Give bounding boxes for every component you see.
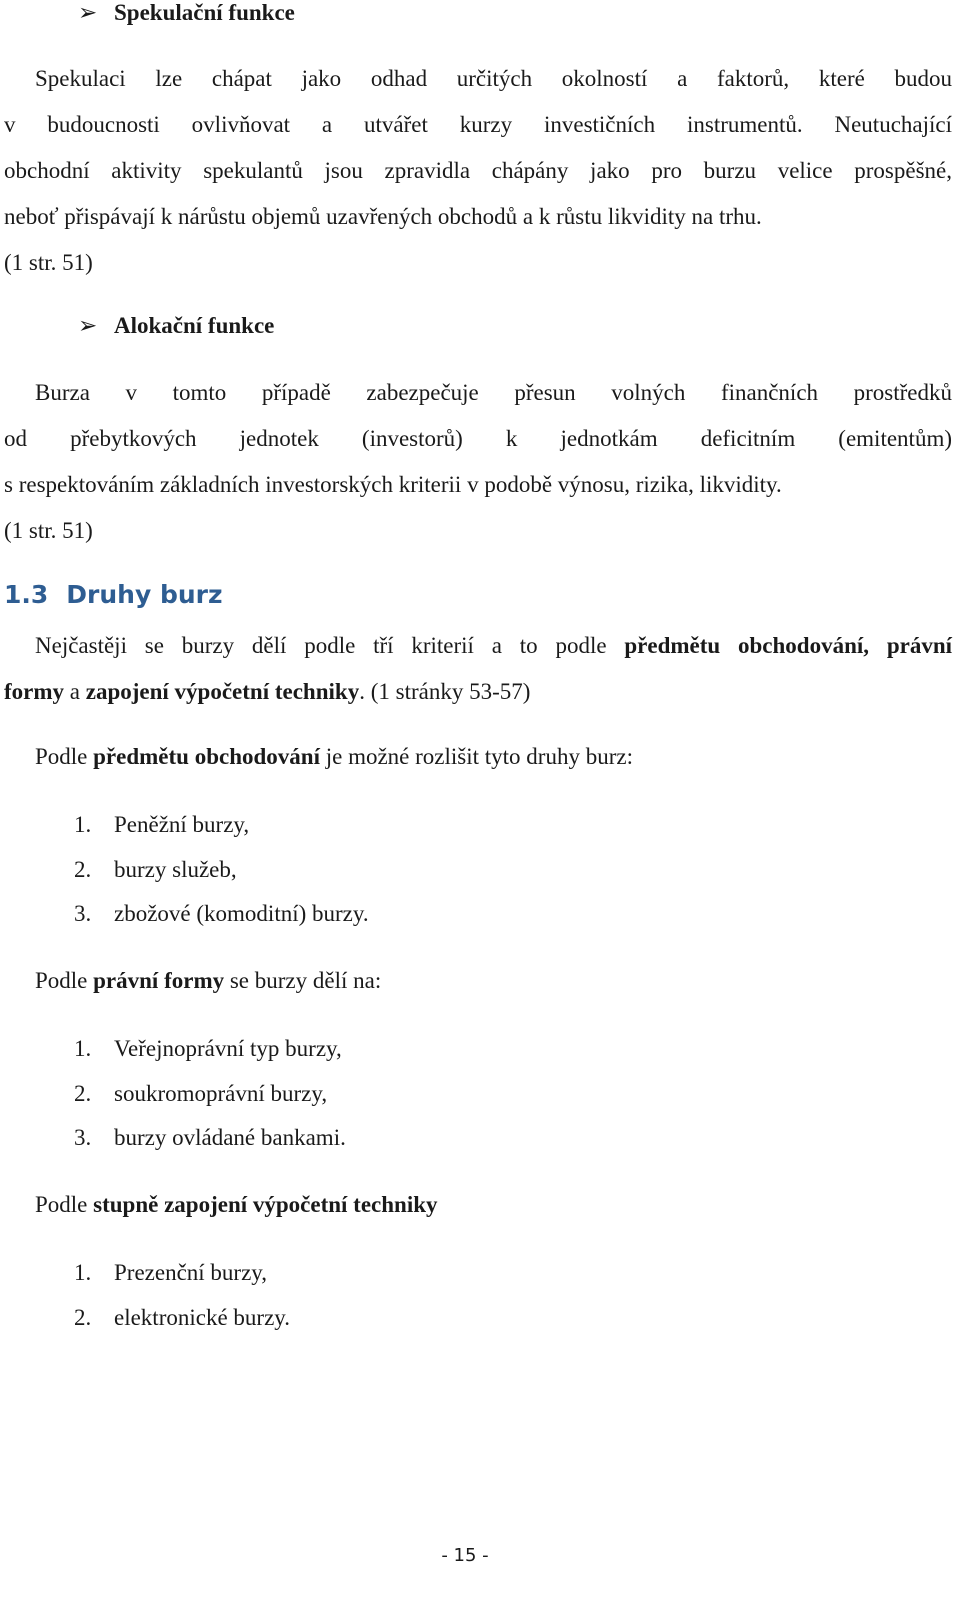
text-run: se burzy dělí na:	[224, 968, 382, 993]
bold-run: předmětu obchodování, právní	[624, 633, 953, 658]
paragraph-line: Spekulaci lze chápat jako odhad určitých okolností a faktorů, které budou	[35, 66, 952, 91]
paragraph-line	[4, 669, 952, 715]
bold-run: stupně zapojení výpočetní techniky	[93, 1192, 438, 1217]
paragraph-line: (1 str. 51)	[4, 250, 93, 275]
list-item	[74, 901, 369, 927]
group-intro-pravni	[35, 968, 381, 994]
page-number: - 15 -	[441, 1545, 489, 1566]
text-run: Nejčastěji se burzy dělí podle tří kriterií a to podle	[35, 633, 625, 658]
arrow-bullet-icon: ➢	[78, 313, 98, 338]
list-number: 3.	[74, 1125, 92, 1150]
arrow-bullet-icon: ➢	[78, 0, 98, 25]
text-run: Podle	[35, 1192, 94, 1217]
paragraph-alokace	[4, 370, 952, 554]
paragraph-line: s respektováním základních investorských kriterii v podobě výnosu, rizika, likvidity.	[4, 472, 782, 497]
list-text: elektronické burzy.	[114, 1305, 291, 1330]
list-number: 2.	[74, 1081, 92, 1106]
heading-number: 1.3	[4, 580, 49, 609]
paragraph-line: obchodní aktivity spekulantů jsou zpravidla chápány jako pro burzu velice prospěšné,	[4, 158, 952, 183]
bold-run: zapojení výpočetní techniky	[85, 679, 360, 704]
heading-title: Druhy burz	[66, 580, 223, 609]
list-text: Veřejnoprávní typ burzy,	[114, 1036, 342, 1061]
list-item	[74, 1260, 267, 1286]
list-number: 1.	[74, 812, 92, 837]
list-number: 1.	[74, 1036, 92, 1061]
list-number: 2.	[74, 857, 92, 882]
group-intro-predmet	[35, 744, 633, 770]
list-number: 3.	[74, 901, 92, 926]
paragraph-line: neboť přispávají k nárůstu objemů uzavřených obchodů a k růstu likvidity na trhu.	[4, 204, 762, 229]
list-text: zbožové (komoditní) burzy.	[114, 901, 369, 926]
list-item	[74, 1081, 327, 1107]
chapter-heading	[4, 580, 223, 609]
paragraph-line: Burza v tomto případě zabezpečuje přesun volných finančních prostředků	[35, 380, 952, 405]
list-item	[74, 1125, 346, 1151]
section-heading-spekulacni	[78, 0, 295, 26]
list-text: Peněžní burzy,	[114, 812, 250, 837]
paragraph-spekulace	[4, 56, 952, 286]
paragraph-line	[4, 623, 952, 669]
section-title: Alokační funkce	[114, 313, 275, 338]
text-run: a	[64, 679, 86, 704]
paragraph-line: v budoucnosti ovlivňovat a utvářet kurzy investičních instrumentů. Neutuchající	[4, 112, 952, 137]
list-text: burzy ovládané bankami.	[114, 1125, 346, 1150]
bold-run: předmětu obchodování	[93, 744, 320, 769]
section-title: Spekulační funkce	[114, 0, 295, 25]
text-run: Podle	[35, 744, 94, 769]
list-text: burzy služeb,	[114, 857, 237, 882]
text-run: . (1 stránky 53-57)	[359, 679, 531, 704]
list-number: 1.	[74, 1260, 92, 1285]
group-intro-technika	[35, 1192, 438, 1218]
list-text: Prezenční burzy,	[114, 1260, 268, 1285]
bold-run: formy	[4, 679, 65, 704]
list-item	[74, 1305, 290, 1331]
list-item	[74, 812, 249, 838]
list-text: soukromoprávní burzy,	[114, 1081, 328, 1106]
paragraph-line: od přebytkových jednotek (investorů) k jednotkám deficitním (emitentům)	[4, 426, 952, 451]
list-number: 2.	[74, 1305, 92, 1330]
list-item	[74, 857, 237, 883]
text-run: je možné rozlišit tyto druhy burz:	[319, 744, 633, 769]
bold-run: právní formy	[93, 968, 225, 993]
paragraph-line: (1 str. 51)	[4, 518, 93, 543]
list-item	[74, 1036, 342, 1062]
section-heading-alokacni	[78, 313, 274, 339]
text-run: Podle	[35, 968, 94, 993]
paragraph-intro	[4, 623, 952, 715]
